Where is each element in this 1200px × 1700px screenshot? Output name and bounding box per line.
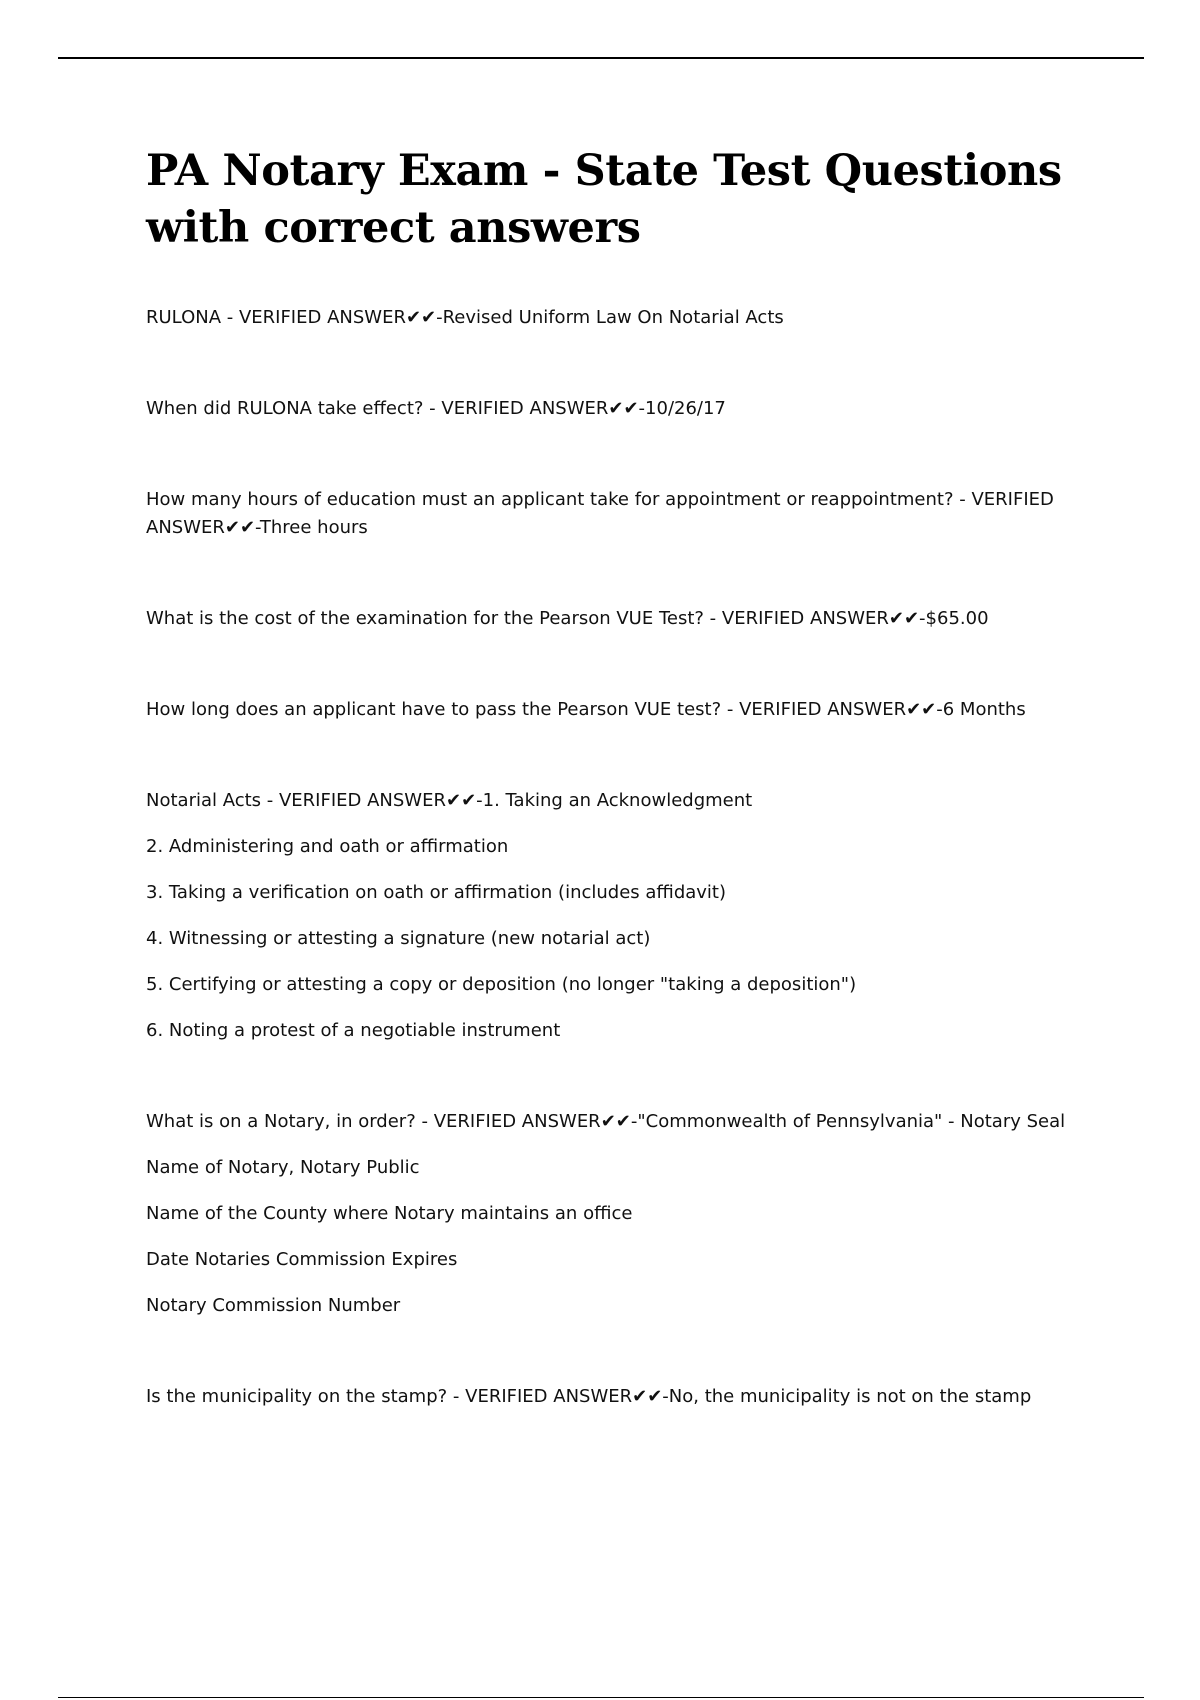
qa-text: What is the cost of the examination for the Pearson VUE Test? - VERIFIED ANSWER✔✔-$65.00 bbox=[146, 608, 989, 629]
bottom-rule bbox=[58, 1697, 1144, 1698]
document-body bbox=[146, 143, 1090, 1474]
qa-continuation-line: 6. Noting a protest of a negotiable instrument bbox=[146, 1020, 561, 1041]
qa-continuation-line: Notary Commission Number bbox=[146, 1295, 401, 1316]
qa-entry-notary-seal-order bbox=[146, 1108, 1090, 1320]
qa-continuation-line: Date Notaries Commission Expires bbox=[146, 1249, 458, 1270]
qa-entry-notarial-acts bbox=[146, 787, 1090, 1045]
qa-continuation-line: 2. Administering and oath or affirmation bbox=[146, 836, 509, 857]
qa-list bbox=[146, 304, 1090, 1411]
qa-entry-rulona bbox=[146, 304, 1090, 332]
qa-entry-exam-cost bbox=[146, 605, 1090, 633]
qa-continuation-line: 3. Taking a verification on oath or affirmation (includes affidavit) bbox=[146, 882, 727, 903]
qa-entry-education-hours bbox=[146, 486, 1090, 542]
qa-continuation-line: Name of Notary, Notary Public bbox=[146, 1157, 420, 1178]
qa-entry-municipality-stamp bbox=[146, 1383, 1090, 1411]
qa-continuation-line: 4. Witnessing or attesting a signature (new notarial act) bbox=[146, 928, 651, 949]
qa-text: RULONA - VERIFIED ANSWER✔✔-Revised Uniform Law On Notarial Acts bbox=[146, 307, 784, 328]
qa-text: What is on a Notary, in order? - VERIFIED ANSWER✔✔-"Commonwealth of Pennsylvania" - Notary Seal bbox=[146, 1111, 1066, 1132]
qa-text: How long does an applicant have to pass the Pearson VUE test? - VERIFIED ANSWER✔✔-6 Months bbox=[146, 699, 1026, 720]
qa-entry-pass-deadline bbox=[146, 696, 1090, 724]
document-title: PA Notary Exam - State Test Questions with correct answers bbox=[146, 146, 1062, 253]
qa-continuation-line: 5. Certifying or attesting a copy or deposition (no longer "taking a deposition") bbox=[146, 974, 857, 995]
qa-continuation-line: Name of the County where Notary maintains an office bbox=[146, 1203, 633, 1224]
qa-text: How many hours of education must an applicant take for appointment or reappointment? - VERIFIED ANSWER✔✔-Three hours bbox=[146, 489, 1054, 538]
qa-text: When did RULONA take effect? - VERIFIED ANSWER✔✔-10/26/17 bbox=[146, 398, 726, 419]
top-rule bbox=[58, 57, 1144, 59]
qa-text: Is the municipality on the stamp? - VERIFIED ANSWER✔✔-No, the municipality is not on the stamp bbox=[146, 1386, 1032, 1407]
qa-text: Notarial Acts - VERIFIED ANSWER✔✔-1. Taking an Acknowledgment bbox=[146, 790, 753, 811]
qa-entry-effective-date bbox=[146, 395, 1090, 423]
